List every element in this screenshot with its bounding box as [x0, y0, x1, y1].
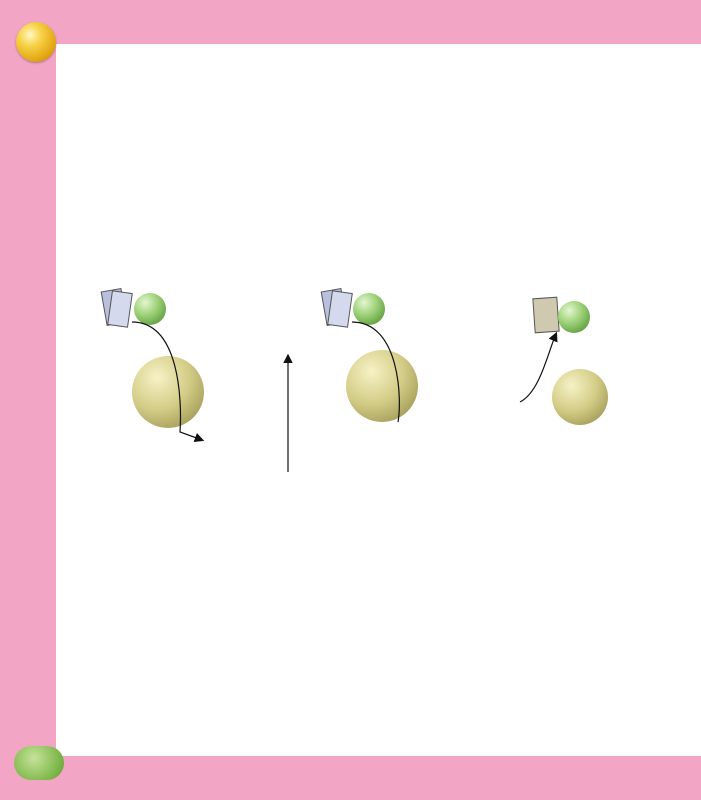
green-bead	[134, 293, 166, 325]
base-bead	[132, 356, 204, 428]
figure-140	[288, 289, 418, 472]
bottom-bead-border	[44, 752, 701, 780]
paragraph-2	[90, 149, 638, 259]
figure-139	[101, 289, 204, 440]
needle-icon	[101, 289, 132, 328]
figure-141	[520, 297, 608, 425]
paragraph-3	[90, 553, 638, 636]
bead-diagrams	[70, 282, 670, 482]
page-number	[14, 746, 64, 780]
paragraph-4	[90, 661, 638, 716]
gold-pearl-icon	[16, 22, 56, 62]
needle-icon	[321, 289, 352, 328]
base-bead	[552, 369, 608, 425]
left-bead-border	[18, 44, 52, 764]
base-bead	[346, 350, 418, 422]
green-bead	[353, 293, 385, 325]
green-bead	[558, 301, 590, 333]
paragraph-1	[90, 68, 638, 123]
needle-icon	[533, 297, 559, 333]
